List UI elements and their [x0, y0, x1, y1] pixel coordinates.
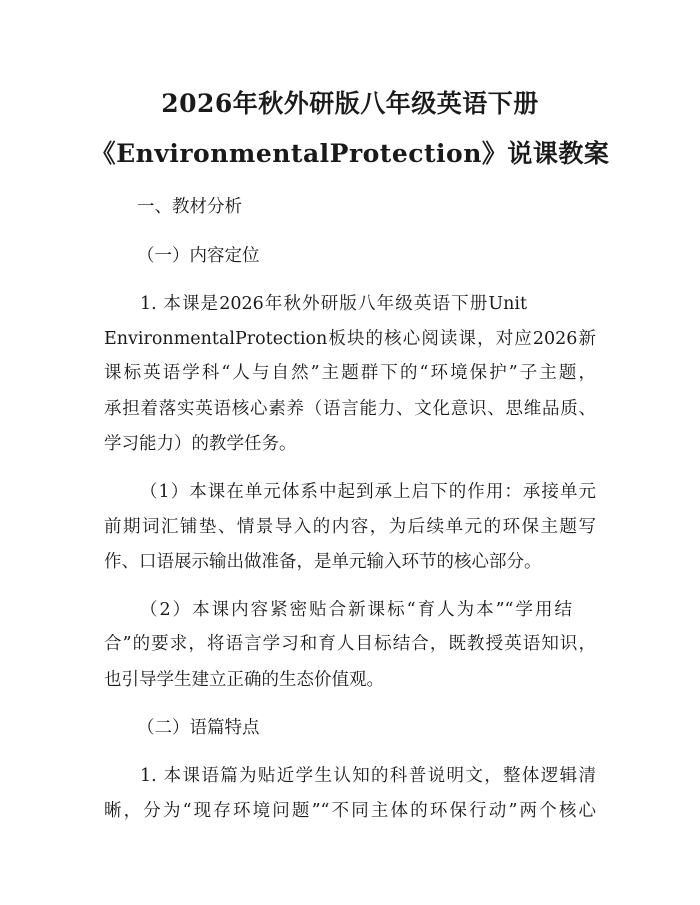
document-title-line-2: 《EnvironmentalProtection》说课教案: [90, 139, 610, 168]
paragraph-2-line-3: 作、口语展示输出做准备，是单元输入环节的核心部分。: [104, 552, 542, 572]
paragraph-3-line-3: 也引导学生建立正确的生态价值观。: [104, 670, 384, 690]
paragraph-4-line-1: 1. 本课语篇为贴近学生认知的科普说明文，整体逻辑清: [140, 766, 596, 786]
paragraph-4-line-2: 晰，分为“现存环境问题”“不同主体的环保行动”两个核心: [104, 801, 596, 821]
paragraph-1-line-1: 1. 本课是2026年秋外研版八年级英语下册Unit: [140, 294, 527, 314]
paragraph-3-line-2: 合”的要求，将语言学习和育人目标结合，既教授英语知识，: [104, 634, 596, 654]
paragraph-1-line-5: 学习能力）的教学任务。: [104, 434, 297, 454]
paragraph-2-line-1: （1）本课在单元体系中起到承上启下的作用：承接单元: [140, 482, 596, 502]
paragraph-1-line-2: EnvironmentalProtection板块的核心阅读课，对应2026新: [104, 329, 596, 349]
paragraph-1-line-4: 承担着落实英语核心素养（语言能力、文化意识、思维品质、: [104, 399, 596, 419]
paragraph-3-line-1: （2）本课内容紧密贴合新课标“育人为本”“学用结: [140, 600, 572, 620]
document-title-line-1: 2026年秋外研版八年级英语下册: [161, 89, 539, 118]
subsection-heading-discourse-features: （二）语篇特点: [137, 718, 260, 738]
subsection-heading-content-positioning: （一）内容定位: [137, 246, 260, 266]
paragraph-2-line-2: 前期词汇铺垫、情景导入的内容，为后续单元的环保主题写: [104, 517, 596, 537]
section-heading-textbook-analysis: 一、教材分析: [137, 197, 242, 217]
paragraph-1-line-3: 课标英语学科“人与自然”主题群下的“环境保护”子主题，: [104, 363, 596, 383]
